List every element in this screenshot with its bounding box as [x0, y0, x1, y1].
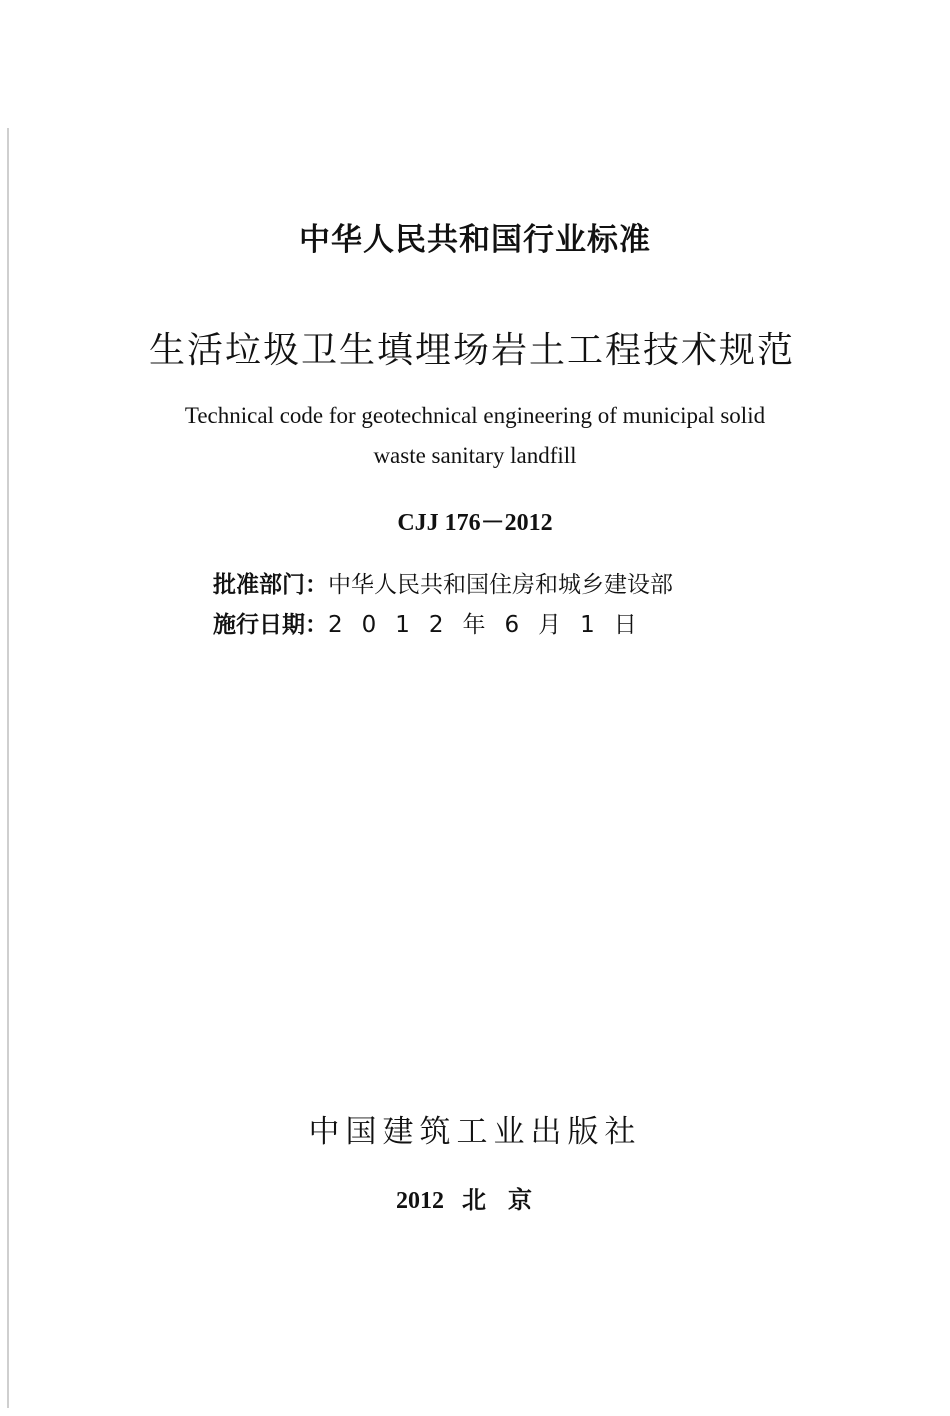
publication-year: 2012 [396, 1188, 444, 1214]
publication-city: 北京 [462, 1186, 554, 1214]
standard-type-heading: 中华人民共和国行业标准 [299, 222, 651, 258]
title-en-line-2: waste sanitary landfill [373, 443, 577, 468]
effective-date-row [213, 606, 656, 639]
document-title-en [0, 396, 950, 476]
publication-place [0, 1180, 950, 1215]
document-title-zh: 生活垃圾卫生填埋场岩土工程技术规范 [148, 330, 795, 371]
effective-date-value: 2012年6月1日 [328, 612, 656, 638]
approval-department-row [213, 566, 673, 599]
title-en-line-1: Technical code for geotechnical engineering of municipal solid [184, 403, 766, 428]
standard-code: CJJ 176－2012 [397, 510, 553, 536]
effective-date-label: 施行日期： [213, 612, 328, 638]
approval-label: 批准部门： [213, 572, 328, 598]
approval-value: 中华人民共和国住房和城乡建设部 [328, 572, 673, 598]
binding-edge-line [7, 128, 9, 1408]
publisher-name: 中国建筑工业出版社 [308, 1114, 642, 1150]
